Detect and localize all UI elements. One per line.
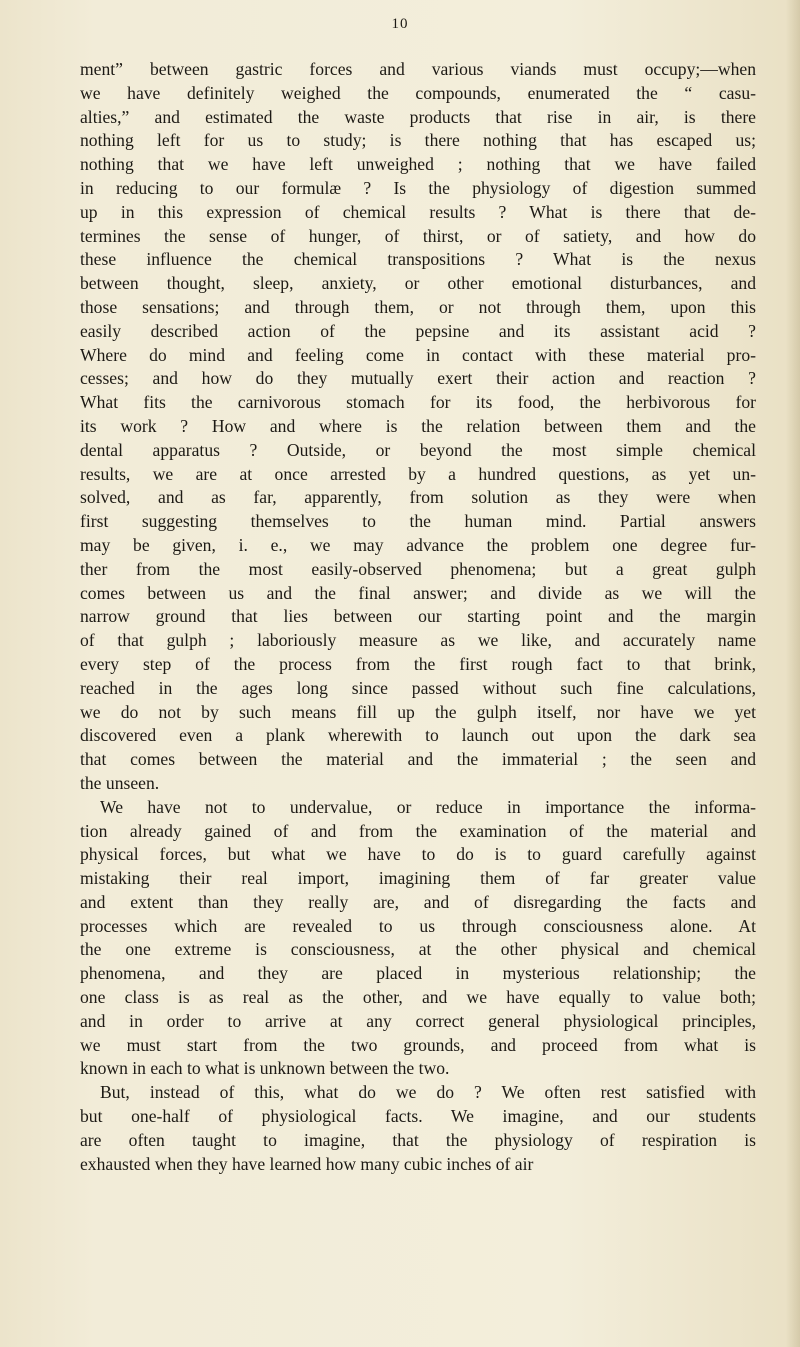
paragraph xyxy=(80,1081,756,1176)
text-line: physical forces, but what we have to do is to guard carefully against xyxy=(80,844,756,865)
page-number: 10 xyxy=(391,16,409,32)
page-edge-shadow xyxy=(786,0,800,1347)
text-line: nothing left for us to study; is there nothing that has escaped us; xyxy=(80,130,756,151)
text-line: cesses; and how do they mutually exert their action and reaction ? xyxy=(80,368,756,389)
text-line: processes which are revealed to us through consciousness alone. At xyxy=(80,915,756,936)
text-line: the one extreme is consciousness, at the other physical and chemical xyxy=(80,939,756,960)
text-line: its work ? How and where is the relation between them and the xyxy=(80,415,756,436)
paragraph xyxy=(80,58,756,796)
text-line: ther from the most easily-observed phenomena; but a great gulph xyxy=(80,558,756,579)
text-line: reached in the ages long since passed without such fine calculations, xyxy=(80,677,756,698)
text-line: phenomena, and they are placed in mysterious relationship; the xyxy=(80,963,756,984)
text-line: What fits the carnivorous stomach for its food, the herbivorous for xyxy=(80,392,756,413)
text-line: we have definitely weighed the compounds, enumerated the “ casu- xyxy=(80,82,756,103)
text-line: mistaking their real import, imagining them of far greater value xyxy=(80,868,756,889)
text-line: these influence the chemical transpositions ? What is the nexus xyxy=(80,249,756,270)
text-line: We have not to undervalue, or reduce in importance the informa- xyxy=(100,796,756,817)
text-line: comes between us and the final answer; and divide as we will the xyxy=(80,582,756,603)
text-line: we must start from the two grounds, and proceed from what is xyxy=(80,1034,756,1055)
text-line: tion already gained of and from the examination of the material and xyxy=(80,820,756,841)
text-line: first suggesting themselves to the human mind. Partial answers xyxy=(80,511,756,532)
text-line: in reducing to our formulæ ? Is the physiology of digestion summed xyxy=(80,177,756,198)
text-line: are often taught to imagine, that the physiology of respiration is xyxy=(80,1129,756,1150)
text-line: we do not by such means fill up the gulph itself, nor have we yet xyxy=(80,701,756,722)
text-line: up in this expression of chemical results ? What is there that de- xyxy=(80,201,756,222)
text-line: dental apparatus ? Outside, or beyond the most simple chemical xyxy=(80,439,756,460)
text-line: ment” between gastric forces and various viands must occupy;—when xyxy=(80,59,756,79)
text-line: those sensations; and through them, or not through them, upon this xyxy=(80,296,756,317)
text-line: termines the sense of hunger, of thirst, or of satiety, and how do xyxy=(80,225,756,246)
text-line: between thought, sleep, anxiety, or other emotional disturbances, and xyxy=(80,273,756,294)
text-line: of that gulph ; laboriously measure as we like, and accurately name xyxy=(80,630,756,651)
body-text xyxy=(80,58,756,1176)
text-line: known in each to what is unknown between the two. xyxy=(80,1058,450,1079)
text-line: may be given, i. e., we may advance the problem one degree fur- xyxy=(80,534,756,555)
text-line: discovered even a plank wherewith to launch out upon the dark sea xyxy=(80,725,756,746)
text-line: but one-half of physiological facts. We imagine, and our students xyxy=(80,1106,756,1127)
text-line: results, we are at once arrested by a hundred questions, as yet un- xyxy=(80,463,756,484)
text-line: But, instead of this, what do we do ? We often rest satisfied with xyxy=(100,1082,756,1103)
text-line: one class is as real as the other, and we have equally to value both; xyxy=(80,987,756,1008)
paragraph xyxy=(80,796,756,1082)
text-line: that comes between the material and the immaterial ; the seen and xyxy=(80,749,756,770)
text-line: narrow ground that lies between our starting point and the margin xyxy=(80,606,756,627)
text-line: the unseen. xyxy=(80,772,160,793)
text-line: alties,” and estimated the waste products that rise in air, is there xyxy=(80,106,756,127)
text-line: easily described action of the pepsine and its assistant acid ? xyxy=(80,320,756,341)
text-line: Where do mind and feeling come in contact with these material pro- xyxy=(80,344,756,365)
text-line: every step of the process from the first rough fact to that brink, xyxy=(80,653,756,674)
text-line: and extent than they really are, and of disregarding the facts and xyxy=(80,891,756,912)
text-line: exhausted when they have learned how many cubic inches of air xyxy=(80,1153,534,1174)
text-line: solved, and as far, apparently, from solution as they were when xyxy=(80,487,756,508)
text-line: and in order to arrive at any correct general physiological principles, xyxy=(80,1010,756,1031)
text-line: nothing that we have left unweighed ; nothing that we have failed xyxy=(80,154,756,175)
